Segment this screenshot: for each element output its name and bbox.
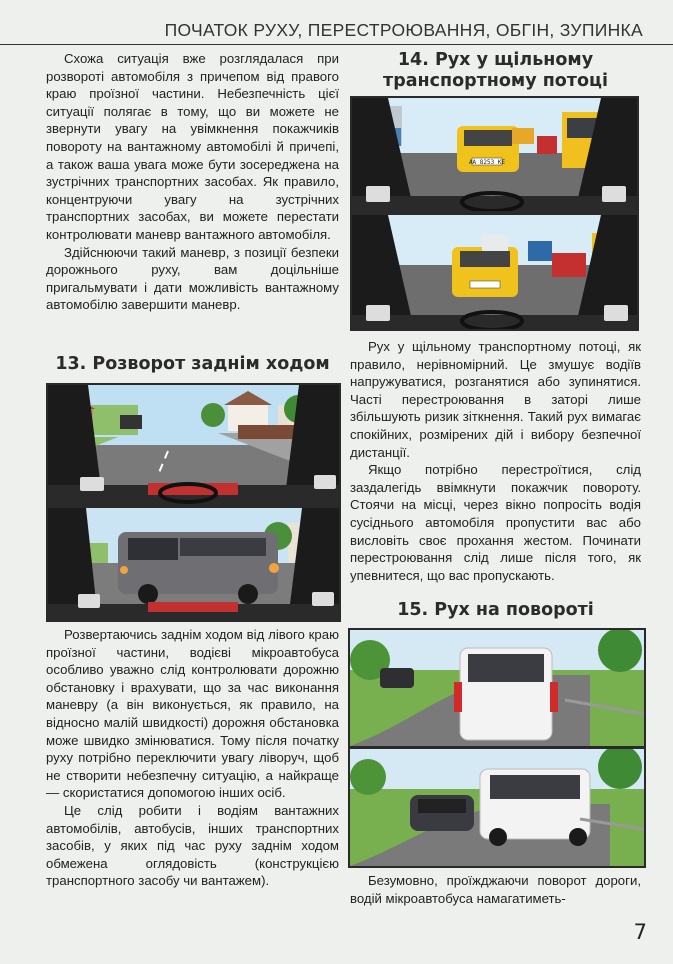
section-13-text — [46, 626, 339, 890]
paragraph: Якщо потрібно перестроїтися, слід заздалегідь ввімкнути покажчик повороту. Стоячи на місці, через вікно попросіть водія сусіднього автомобіля пропустити вас або висловіть своє прохання жестом. Починати перестроювання слід лише після того, як упевнитеся, що вас пропускають. — [350, 462, 641, 583]
section-14-title-line1: 14. Рух у щільному — [397, 50, 594, 70]
illustration-curve-2 — [348, 747, 646, 868]
illustration-traffic-1 — [350, 96, 639, 213]
paragraph: Здійснюючи такий маневр, з позиції безпеки дорожнього руху, вам доцільніше пригальмувати і дати можливість вантажному автомобілю завершити маневр. — [46, 244, 339, 313]
illustration-reverse-turn-2 — [46, 506, 341, 622]
section-13-title: 13. Розворот заднім ходом — [55, 354, 330, 374]
illustration-reverse-turn-1 — [46, 383, 341, 506]
page-number: 7 — [633, 920, 647, 944]
section-15-text — [350, 872, 641, 907]
section-14-title-line2: транспортному потоці — [383, 71, 608, 91]
section-15-title: 15. Рух на повороті — [397, 600, 594, 620]
illustration-traffic-2 — [350, 213, 639, 331]
intro-text — [46, 50, 339, 314]
illustration-curve-1 — [348, 628, 646, 748]
license-plate: AA 8253 KE — [468, 159, 506, 166]
paragraph: Рух у щільному транспортному потоці, як правило, нерівномірний. Це змушує водіїв напружуватися, розганятися або зупинятися. Часті перестроювання в заторі лише збільшують ризик зіткнення. Такий рух вимагає спокійних, розмірених дій і вибору безпечної дистанції. — [350, 339, 641, 460]
chapter-title: ПОЧАТОК РУХУ, ПЕРЕСТРОЮВАННЯ, ОБГІН, ЗУПИНКА — [164, 20, 643, 40]
section-14-title — [350, 50, 641, 92]
paragraph: Безумовно, проїжджаючи поворот дороги, водій мікроавтобуса намагатиметь- — [350, 873, 641, 906]
paragraph: Схожа ситуація вже розглядалася при розвороті автомобіля з причепом від правого краю проїзної частини. Небезпечність цієї ситуації полягає в тому, що ви можете не звернути увагу на увімкнення покажчиків повороту на вантажному автомобілі й причепі, а також ваша увага може бути зосереджена на зустрічних транспортних засобах. Як правило, концентруючи увагу на зустрічних транспортних засобах, ви можете перестати контролювати маневр вантажного автомобіля. — [46, 51, 339, 242]
running-header — [0, 14, 673, 42]
paragraph: Розвертаючись заднім ходом від лівого краю проїзної частини, водієві мікроавтобуса особливо уважно слід контролювати дорожню обстановку і врахувати, що за час виконання маневру (а він виконується, як правило, на відносно малій швидкості) дорожня обстановка може швидко змінюватися. Тому після початку руху потрібно переключити увагу ліворуч, щоб не створити небезпечну ситуацію, а найкраще — скористатися допомогою інших осіб. — [46, 627, 339, 801]
paragraph: Це слід робити і водіям вантажних автомобілів, автобусів, інших транспортних засобів, у яких під час руху заднім ходом обмежена оглядовість (конструкцією транспортного засобу чи вантажем). — [46, 802, 339, 889]
header-rule — [0, 44, 673, 45]
section-14-text — [350, 338, 641, 584]
